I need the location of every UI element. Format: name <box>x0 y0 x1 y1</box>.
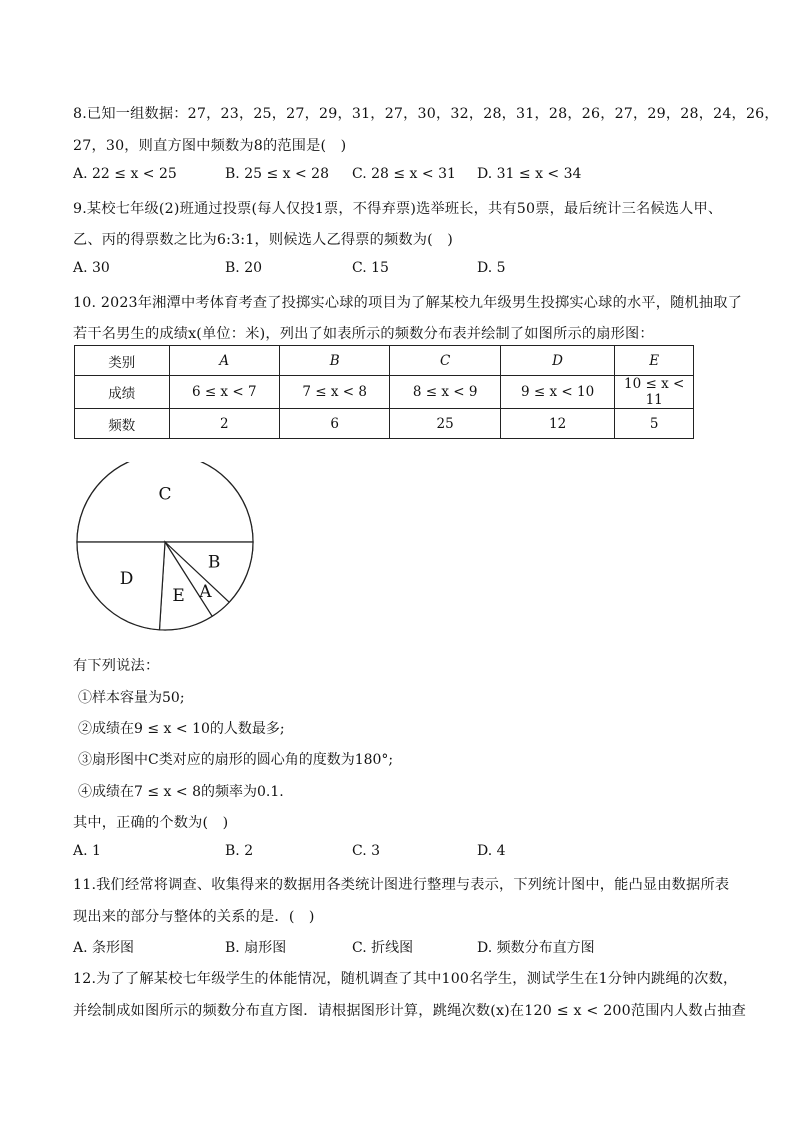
q8-line1: 8.已知一组数据：27，23，25，27，29，31，27，30，32，28，31，28，26，27，29，28，24，26， <box>73 106 779 122</box>
pie-chart <box>70 462 270 642</box>
row-header-count: 频数 <box>75 409 170 439</box>
q9-line1: 9.某校七年级(2)班通过投票(每人仅投1票，不得弃票)选举班长，共有50票，最后统计三名候选人甲、 <box>73 201 723 217</box>
q10-options <box>73 843 633 861</box>
table-cell: 10 ≤ x < 11 <box>615 376 694 409</box>
table-cell: B <box>279 346 389 376</box>
table-cell: 8 ≤ x < 9 <box>390 376 500 409</box>
row-header-category: 类别 <box>75 346 170 376</box>
pie-label-D: D <box>119 569 134 590</box>
q10-line2: 若干名男生的成绩x(单位：米)，列出了如表所示的频数分布表并绘制了如图所示的扇形图： <box>73 326 654 342</box>
q9-option-d[interactable]: D. 5 <box>477 260 506 276</box>
q8-option-a[interactable]: A. 22 ≤ x < 25 <box>73 166 177 182</box>
q8-line2: 27，30，则直方图中频数为8的范围是( ) <box>73 138 347 154</box>
q9-option-b[interactable]: B. 20 <box>225 260 263 276</box>
pie-label-C: C <box>158 484 172 505</box>
q10-line1: 10. 2023年湘潭中考体育考查了投掷实心球的项目为了解某校九年级男生投掷实心球的水平，随机抽取了 <box>73 295 743 311</box>
q10-option-a[interactable]: A. 1 <box>73 843 101 859</box>
q10-option-d[interactable]: D. 4 <box>477 843 506 859</box>
table-row-count <box>75 409 694 439</box>
table-cell: 2 <box>169 409 279 439</box>
table-cell: 6 <box>279 409 389 439</box>
table-cell: D <box>500 346 614 376</box>
q9-option-a[interactable]: A. 30 <box>73 260 110 276</box>
table-cell: 7 ≤ x < 8 <box>279 376 389 409</box>
statement-4: ④成绩在7 ≤ x < 8的频率为0.1. <box>78 784 284 800</box>
q11-option-b[interactable]: B. 扇形图 <box>225 940 287 956</box>
table-cell: 12 <box>500 409 614 439</box>
table-cell: E <box>615 346 694 376</box>
pie-label-B: B <box>207 552 221 573</box>
pie-label-E: E <box>172 585 185 606</box>
q8-option-c[interactable]: C. 28 ≤ x < 31 <box>352 166 456 182</box>
table-cell: 6 ≤ x < 7 <box>169 376 279 409</box>
q11-option-d[interactable]: D. 频数分布直方图 <box>477 940 595 956</box>
q10-intro: 有下列说法： <box>73 658 160 674</box>
q9-options <box>73 260 633 278</box>
q10-option-c[interactable]: C. 3 <box>352 843 381 859</box>
q12-line2: 并绘制成如图所示的频数分布直方图．请根据图形计算，跳绳次数(x)在120 ≤ x < 200范围内人数占抽查 <box>73 1003 746 1019</box>
q8-option-b[interactable]: B. 25 ≤ x < 28 <box>225 166 329 182</box>
q11-line2: 现出来的部分与整体的关系的是．( ) <box>73 909 315 925</box>
q8-option-d[interactable]: D. 31 ≤ x < 34 <box>477 166 582 182</box>
statement-2: ②成绩在9 ≤ x < 10的人数最多; <box>78 721 285 737</box>
table-cell: 5 <box>615 409 694 439</box>
table-row-range <box>75 376 694 409</box>
table-cell: A <box>169 346 279 376</box>
pie-label-A: A <box>199 581 212 602</box>
q9-line2: 乙、丙的得票数之比为6:3:1，则候选人乙得票的频数为( ) <box>73 232 454 248</box>
table-cell: C <box>390 346 500 376</box>
row-header-range: 成绩 <box>75 376 170 409</box>
table-cell: 25 <box>390 409 500 439</box>
statement-3: ③扇形图中C类对应的扇形的圆心角的度数为180°; <box>78 752 394 768</box>
q9-option-c[interactable]: C. 15 <box>352 260 389 276</box>
q11-option-c[interactable]: C. 折线图 <box>352 940 414 956</box>
statement-1: ①样本容量为50; <box>78 690 185 706</box>
q8-options <box>73 166 633 184</box>
q10-question: 其中，正确的个数为( ) <box>73 815 229 831</box>
q11-option-a[interactable]: A. 条形图 <box>73 940 135 956</box>
table-row-category <box>75 346 694 376</box>
table-cell: 9 ≤ x < 10 <box>500 376 614 409</box>
frequency-table <box>74 345 694 439</box>
q10-option-b[interactable]: B. 2 <box>225 843 254 859</box>
q12-line1: 12.为了了解某校七年级学生的体能情况，随机调查了其中100名学生，测试学生在1分钟内跳绳的次数， <box>73 971 738 987</box>
q11-line1: 11.我们经常将调查、收集得来的数据用各类统计图进行整理与表示，下列统计图中，能凸显由数据所表 <box>73 877 730 893</box>
q11-options <box>73 937 633 955</box>
